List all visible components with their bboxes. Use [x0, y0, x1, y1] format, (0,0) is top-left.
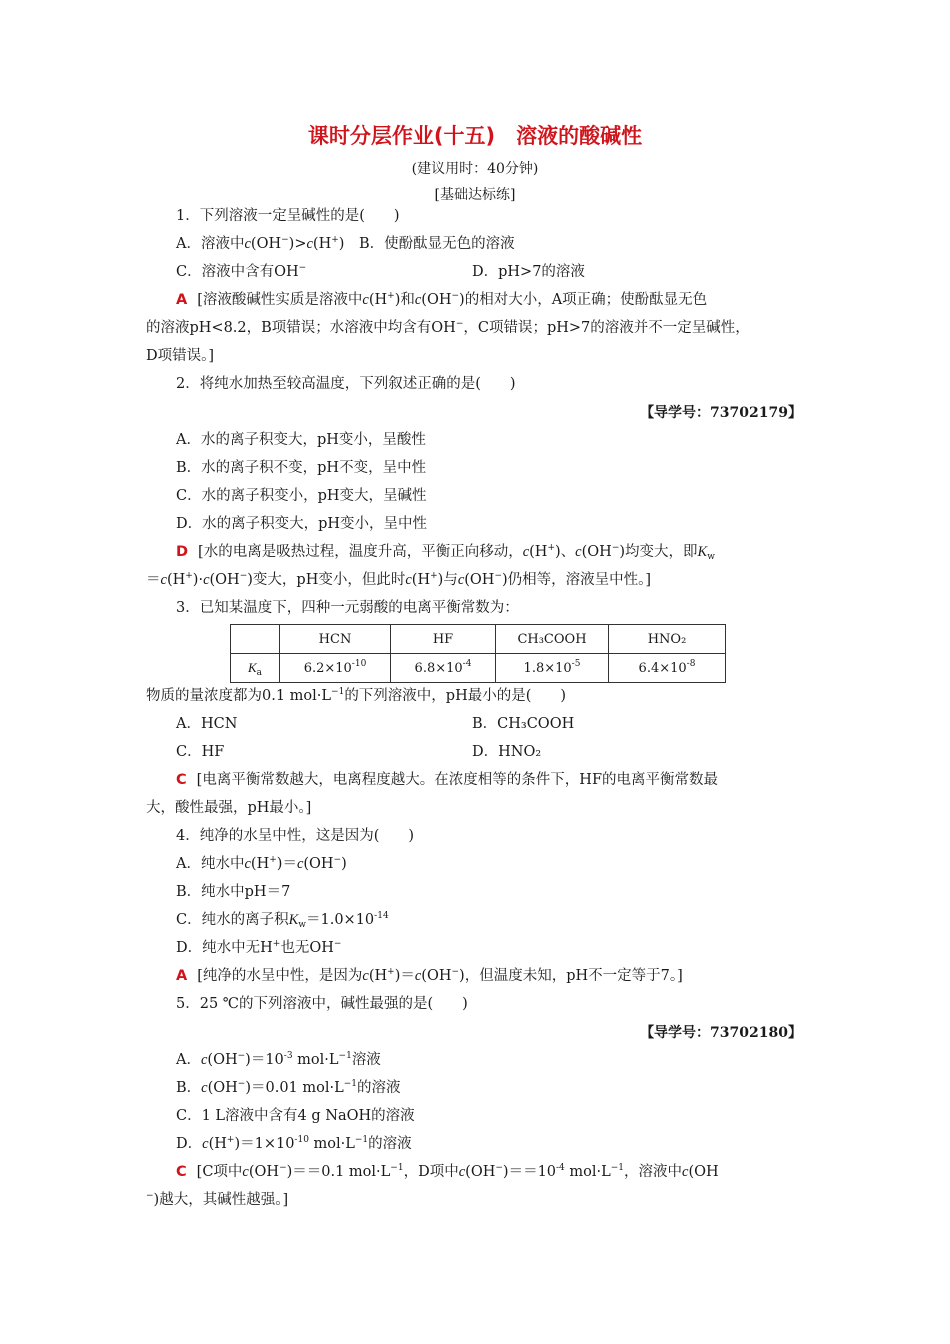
q4-answer: A [176, 968, 188, 984]
q5-option-d: D．$c(H^+)=1\times 10^{-10}$ $mol\cdot L^{-1}$的溶液 [176, 1135, 412, 1152]
q1-option-c: C．溶液中含有OH− [176, 263, 307, 280]
q3-option-d: D．HNO₂ [472, 744, 542, 760]
ka-table-cell: $6.8\times 10^{-4}$ [391, 654, 496, 683]
ka-table-value-row [231, 654, 726, 683]
q1-explanation-line2: 的溶液pH<8.2，B项错误；水溶液中均含有OH−，C项错误；pH>7的溶液并不一定呈碱性， [146, 319, 750, 336]
q4-option-d: D．纯水中无H+也无OH− [176, 939, 342, 956]
ka-table-header: CH₃COOH [496, 625, 609, 654]
q2-option-a: A．水的离子积变大，pH变小，呈酸性 [176, 432, 426, 448]
q5-answer: C [176, 1164, 187, 1180]
q4-option-b: B．纯水中pH＝7 [176, 884, 291, 900]
q3-answer: C [176, 772, 187, 788]
q2-explanation-line1: D [水的电离是吸热过程，温度升高，平衡正向移动，c(H+)、c(OH−)均变大，即$K_w$ [176, 543, 715, 562]
q3-option-b: B．CH₃COOH [472, 716, 575, 732]
q2-stem: 2．将纯水加热至较高温度，下列叙述正确的是( ) [176, 376, 516, 392]
q1-stem: 1．下列溶液一定呈碱性的是( ) [176, 208, 400, 224]
q4-option-c: C．纯水的离子积$K_w=1.0\times 10^{-14}$ [176, 911, 389, 930]
q5-option-c: C．1 L溶液中含有4 g NaOH的溶液 [176, 1108, 415, 1124]
q4-option-a: A．纯水中c(H+)＝c(OH−) [176, 855, 347, 872]
ka-table-header: HF [391, 625, 496, 654]
q3-option-a: A．HCN [176, 716, 238, 732]
q1-option-d: D．pH>7的溶液 [472, 264, 585, 280]
q2-option-d: D．水的离子积变大，pH变小，呈中性 [176, 516, 428, 532]
q2-explanation-line2: ＝c(H+)·c(OH−)变大，pH变小，但此时c(H+)与c(OH−)仍相等，溶液呈中性。] [146, 571, 652, 588]
suggested-time: (建议用时：40分钟) [411, 161, 539, 177]
q1-explanation-line3: D项错误。] [146, 348, 215, 364]
section-label: [基础达标练] [434, 187, 516, 203]
q4-explanation: A [纯净的水呈中性，是因为c(H+)＝c(OH−)，但温度未知，pH不一定等于7。] [176, 967, 683, 984]
page-title: 课时分层作业(十五) 溶液的酸碱性 [307, 124, 643, 148]
q3-explanation-line1: C [电离平衡常数越大，电离程度越大。在浓度相等的条件下，HF的电离平衡常数最 [176, 772, 719, 788]
q3-option-c: C．HF [176, 744, 225, 760]
q2-option-b: B．水的离子积不变，pH不变，呈中性 [176, 460, 427, 476]
q2-option-c: C．水的离子积变小，pH变大，呈碱性 [176, 488, 427, 504]
ka-table-cell: $6.2\times 10^{-10}$ [280, 654, 391, 683]
ka-table-cell: $1.8\times 10^{-5}$ [496, 654, 609, 683]
q2-guide-number: 【导学号：73702179】 [640, 405, 802, 421]
q3-stem-2: 物质的量浓度都为0.1 $mol\cdot L^{-1}$的下列溶液中，pH最小的是( ) [146, 687, 567, 704]
q5-explanation-line2: −)越大，其碱性越强。] [146, 1191, 289, 1208]
q5-guide-number: 【导学号：73702180】 [640, 1025, 802, 1041]
ka-table-corner [231, 625, 280, 654]
q3-stem: 3．已知某温度下，四种一元弱酸的电离平衡常数为： [176, 600, 519, 616]
q3-explanation-line2: 大，酸性最强，pH最小。] [146, 800, 312, 816]
q5-option-a: A．$c(OH^-)=10^{-3}$ $mol\cdot L^{-1}$溶液 [176, 1051, 381, 1068]
ka-table [230, 624, 726, 683]
q1-option-a: A．溶液中c(OH−)>c(H+) B．使酚酞显无色的溶液 [176, 235, 515, 252]
q2-answer: D [176, 544, 189, 560]
ka-table-header: HNO₂ [609, 625, 726, 654]
q4-stem: 4．纯净的水呈中性，这是因为( ) [176, 828, 415, 844]
ka-table-header: HCN [280, 625, 391, 654]
ka-table-header-row [231, 625, 726, 654]
q1-answer: A [176, 292, 188, 308]
q5-option-b: B．c(OH−)＝0.01 $mol\cdot L^{-1}$的溶液 [176, 1079, 401, 1096]
ka-table-cell: $6.4\times 10^{-8}$ [609, 654, 726, 683]
ka-table-row-label: $K_a$ [231, 654, 280, 683]
q5-stem: 5．25 ℃的下列溶液中，碱性最强的是( ) [176, 996, 468, 1012]
q5-explanation-line1: C [C项中c(OH−)＝＝0.1 $mol\cdot L^{-1}$，D项中$c(OH^-)==10^{-4}$ $mol\cdot L^{-1}$，溶液中c(OH [176, 1163, 719, 1180]
q1-explanation-line1: A [溶液酸碱性实质是溶液中c(H+)和c(OH−)的相对大小，A项正确；使酚酞显无色 [176, 291, 708, 308]
